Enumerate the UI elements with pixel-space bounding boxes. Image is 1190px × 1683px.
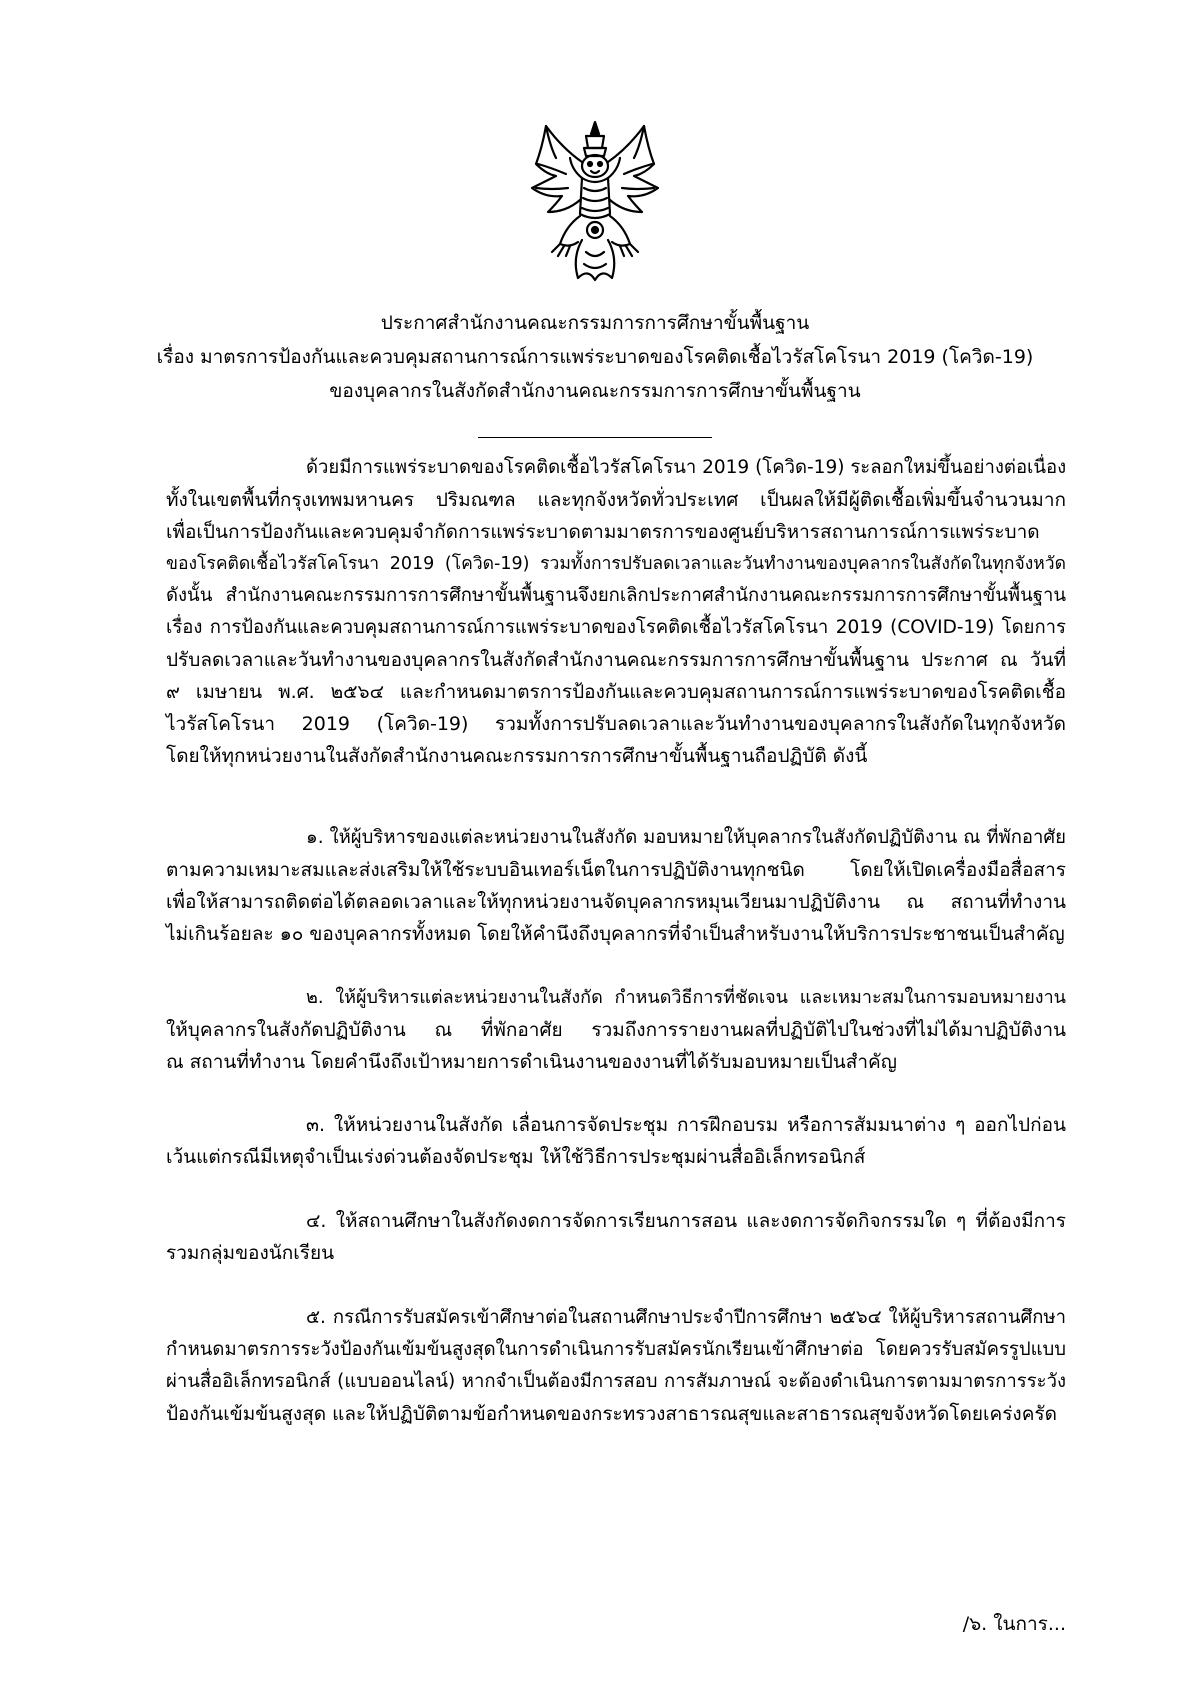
paragraph-line: ของโรคติดเชื้อไวรัสโคโรนา 2019 (โควิด-19) รวมทั้งการปรับลดเวลาและวันทำงานของบุคลากรในสังกัดในทุกจังหวัด: [166, 554, 1066, 574]
title-divider: [478, 437, 712, 438]
paragraph-line: ดังนั้น สำนักงานคณะกรรมการการศึกษาขั้นพื้นฐานจึงยกเลิกประกาศสำนักงานคณะกรรมการการศึกษาขั้นพื้นฐาน: [166, 585, 1066, 606]
announcement-subject: เรื่อง มาตรการป้องกันและควบคุมสถานการณ์การแพร่ระบาดของโรคติดเชื้อไวรัสโคโรนา 2019 (โควิด-19): [156, 346, 1034, 368]
paragraph-line: ๙ เมษายน พ.ศ. ๒๕๖๔ และกำหนดมาตรการป้องกันและควบคุมสถานการณ์การแพร่ระบาดของโรคติดเชื้อ: [166, 681, 1066, 703]
paragraph-line: ปรับลดเวลาและวันทำงานของบุคลากรในสังกัดสำนักงานคณะกรรมการการศึกษาขั้นพื้นฐาน ประกาศ ณ วันที่: [166, 649, 1066, 671]
item-3-paragraph: [166, 1109, 1066, 1173]
paragraph-line: ๑. ให้ผู้บริหารของแต่ละหน่วยงานในสังกัด มอบหมายให้บุคลากรในสังกัดปฏิบัติงาน ณ ที่พักอาศัย: [306, 827, 1066, 848]
garuda-emblem-icon: [522, 118, 668, 284]
continuation-marker: /๖. ในการ...: [962, 1613, 1066, 1635]
paragraph-line: รวมกลุ่มของนักเรียน: [166, 1242, 335, 1264]
item-2-paragraph: [166, 982, 1066, 1078]
item-1-paragraph: [166, 822, 1066, 950]
paragraph-line: ผ่านสื่ออิเล็กทรอนิกส์ (แบบออนไลน์) หากจำเป็นต้องมีการสอบ การสัมภาษณ์ จะต้องดำเนินการตามมาตรการระวัง: [166, 1371, 1066, 1392]
paragraph-line: ไวรัสโคโรนา 2019 (โควิด-19) รวมทั้งการปรับลดเวลาและวันทำงานของบุคลากรในสังกัดในทุกจังหวัด: [166, 713, 1066, 735]
announcement-scope: ของบุคลากรในสังกัดสำนักงานคณะกรรมการการศึกษาขั้นพื้นฐาน: [329, 380, 861, 402]
paragraph-line: เรื่อง การป้องกันและควบคุมสถานการณ์การแพร่ระบาดของโรคติดเชื้อไวรัสโคโรนา 2019 (COVID-19) โดยการ: [166, 617, 1066, 638]
paragraph-line: ป้องกันเข้มข้นสูงสุด และให้ปฏิบัติตามข้อกำหนดของกระทรวงสาธารณสุขและสาธารณสุขจังหวัดโดยเคร่งครัด: [166, 1403, 1057, 1425]
paragraph-line: ไม่เกินร้อยละ ๑๐ ของบุคลากรทั้งหมด โดยให้คำนึงถึงบุคลากรที่จำเป็นสำหรับงานให้บริการประชาชนเป็นสำคัญ: [166, 923, 1065, 945]
paragraph-line: ณ สถานที่ทำงาน โดยคำนึงถึงเป้าหมายการดำเนินงานของงานที่ได้รับมอบหมายเป็นสำคัญ: [166, 1051, 897, 1073]
item-5-paragraph: [166, 1302, 1066, 1430]
paragraph-line: ๕. กรณีการรับสมัครเข้าศึกษาต่อในสถานศึกษาประจำปีการศึกษา ๒๕๖๔ ให้ผู้บริหารสถานศึกษา: [306, 1307, 1066, 1328]
item-4-paragraph: [166, 1205, 1066, 1269]
paragraph-line: ๓. ให้หน่วยงานในสังกัด เลื่อนการจัดประชุม การฝึกอบรม หรือการสัมมนาต่าง ๆ ออกไปก่อน: [306, 1114, 1066, 1136]
paragraph-line: กำหนดมาตรการระวังป้องกันเข้มข้นสูงสุดในการดำเนินการรับสมัครนักเรียนเข้าศึกษาต่อ โดยควรรับสมัครรูปแบบ: [166, 1339, 1066, 1360]
paragraph-line: เว้นแต่กรณีมีเหตุจำเป็นเร่งด่วนต้องจัดประชุม ให้ใช้วิธีการประชุมผ่านสื่ออิเล็กทรอนิกส์: [166, 1146, 866, 1168]
paragraph-line: ตามความเหมาะสมและส่งเสริมให้ใช้ระบบอินเทอร์เน็ตในการปฏิบัติงานทุกชนิด โดยให้เปิดเครื่องมือสื่อสาร: [166, 859, 1066, 881]
paragraph-line: เพื่อให้สามารถติดต่อได้ตลอดเวลาและให้ทุกหน่วยงานจัดบุคลากรหมุนเวียนมาปฏิบัติงาน ณ สถานที่ทำงาน: [166, 891, 1066, 913]
paragraph-line: ให้บุคลากรในสังกัดปฏิบัติงาน ณ ที่พักอาศัย รวมถึงการรายงานผลที่ปฏิบัติไปในช่วงที่ไม่ได้มาปฏิบัติงาน: [166, 1019, 1066, 1041]
paragraph-line: เพื่อเป็นการป้องกันและควบคุมจำกัดการแพร่ระบาดตามมาตรการของศูนย์บริหารสถานการณ์การแพร่ระบาด: [166, 521, 1040, 543]
announcement-title: ประกาศสำนักงานคณะกรรมการการศึกษาขั้นพื้นฐาน: [380, 312, 810, 334]
paragraph-line: ด้วยมีการแพร่ระบาดของโรคติดเชื้อไวรัสโคโรนา 2019 (โควิด-19) ระลอกใหม่ขึ้นอย่างต่อเนื่อง: [306, 457, 1067, 478]
paragraph-line: โดยให้ทุกหน่วยงานในสังกัดสำนักงานคณะกรรมการการศึกษาขั้นพื้นฐานถือปฏิบัติ ดังนี้: [166, 745, 868, 767]
intro-paragraph: [166, 452, 1066, 772]
paragraph-line: ๔. ให้สถานศึกษาในสังกัดงดการจัดการเรียนการสอน และงดการจัดกิจกรรมใด ๆ ที่ต้องมีการ: [306, 1210, 1066, 1232]
paragraph-line: ๒. ให้ผู้บริหารแต่ละหน่วยงานในสังกัด กำหนดวิธีการที่ชัดเจน และเหมาะสมในการมอบหมายงาน: [306, 987, 1066, 1008]
paragraph-line: ทั้งในเขตพื้นที่กรุงเทพมหานคร ปริมณฑล และทุกจังหวัดทั่วประเทศ เป็นผลให้มีผู้ติดเชื้อเพิ่มขึ้นจำนวนมาก: [166, 489, 1066, 511]
